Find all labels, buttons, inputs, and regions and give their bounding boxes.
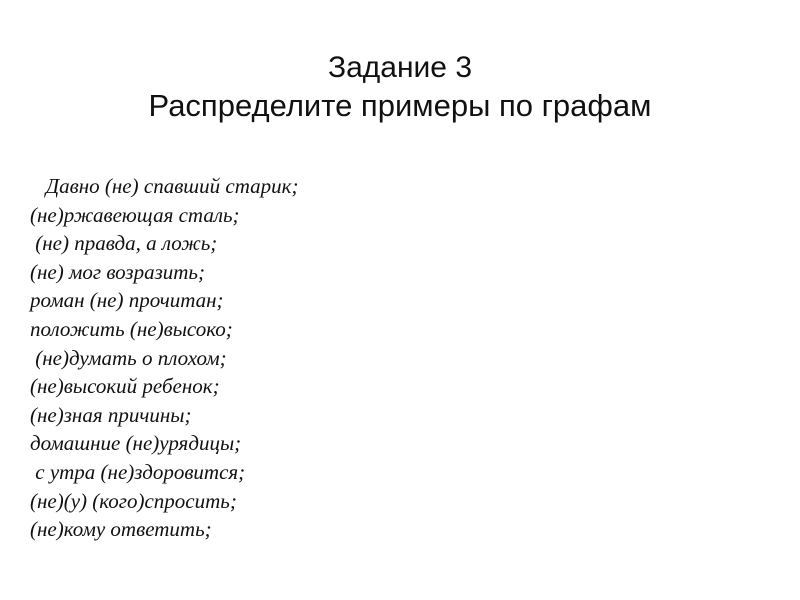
slide-subtitle: Распределите примеры по графам (148, 88, 652, 123)
example-item: с утра (не)здоровится; (30, 459, 246, 484)
example-item: (не) мог возразить; (30, 259, 205, 284)
example-item: (не)ржавеющая сталь; (30, 202, 240, 227)
examples-list (30, 172, 298, 544)
example-item: Давно (не) спавший старик; (30, 174, 299, 198)
example-item: положить (не)высоко; (30, 316, 233, 341)
slide-title: Задание 3 (327, 51, 473, 84)
example-item: (не)(у) (кого)спросить; (30, 488, 237, 513)
example-item: роман (не) прочитан; (30, 288, 224, 313)
example-item: (не)кому ответить; (30, 517, 212, 542)
example-item: (не)думать о плохом; (30, 345, 227, 370)
example-item: (не)зная причины; (30, 402, 192, 427)
slide-title-block (0, 50, 800, 126)
example-item: (не)высокий ребенок; (30, 374, 220, 399)
example-item: (не) правда, а ложь; (30, 231, 218, 256)
example-item: домашние (не)урядицы; (30, 431, 242, 456)
